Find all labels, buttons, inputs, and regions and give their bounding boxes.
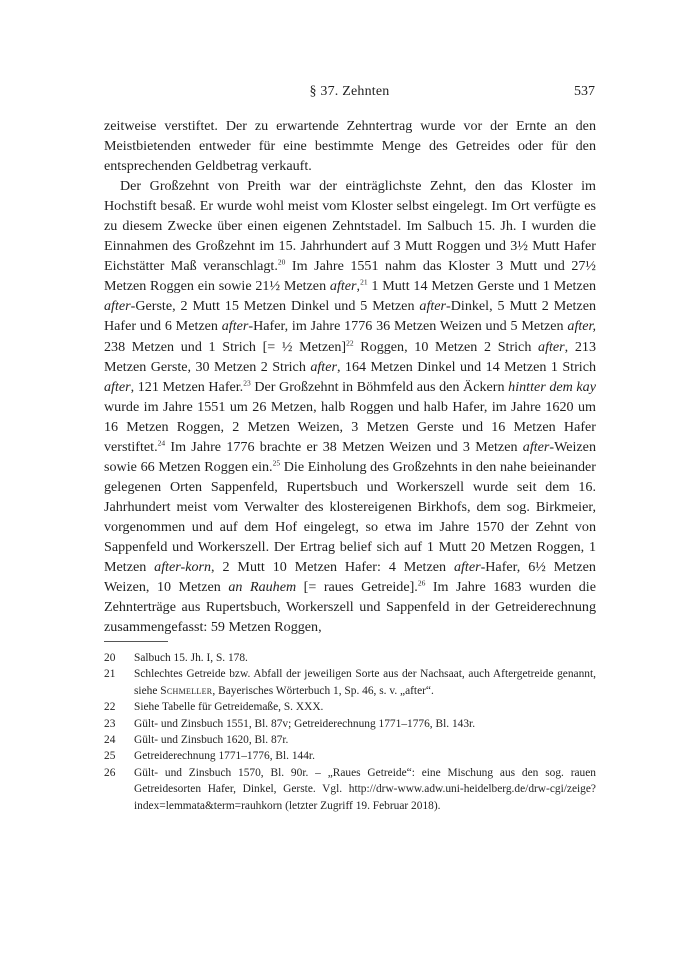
footnote: 24 Gült- und Zinsbuch 1620, Bl. 87r. [104,732,596,748]
footnote: 20 Salbuch 15. Jh. I, S. 178. [104,650,596,666]
footnote-ref: 22 [346,337,354,347]
footnote-ref: 25 [272,458,281,468]
footnote-number: 25 [104,750,116,763]
footnote-ref: 21 [360,277,368,287]
footnote-ref: 20 [277,257,286,267]
running-header [104,84,595,104]
footnote: 21 Schlechtes Getreide bzw. Abfall der jeweiligen Sorte aus der Nachsaat, auch Aftergetreide genannt, siehe Schmeller, Bayerisches Wörterbuch 1, Sp. 46, s. v. „after“. [104,668,596,697]
main-text [104,116,596,637]
paragraph: zeitweise verstiftet. Der zu erwartende Zehntertrag wurde vor der Ernte an den Meistbietenden entweder für eine bestimmte Menge des Getreides oder für den entsprechenden Geldbetrag verkauft. [104,118,596,175]
running-title: § 37. Zehnten [309,84,390,99]
footnotes [104,650,596,814]
footnote-number: 23 [104,717,116,730]
paragraph: Der Großzehnt von Preith war der einträglichste Zehnt, den das Kloster im Hochstift besaß. Er wurde wohl meist vom Kloster selbst eingelegt. Im Ort verfügte es zu diesem Zwecke über einen eigenen Zehntstadel. Im Salbuch 15. Jh. I wurden die Einnahmen des Großzehnt im 15. Jahrhundert auf 3 Mutt Roggen und 3½ Mutt Hafer Eichstätter Maß veranschlagt.$^{20}$ Im Jahre 1551 nahm das Kloster 3 Mutt und 27½ Metzen Roggen ein sowie 21½ Metzen after,$^{21}$ 1 Mutt 14 Metzen Gerste und 1 Metzen after-Gerste, 2 Mutt 15 Metzen Dinkel und 5 Metzen after-Dinkel, 5 Mutt 2 Metzen Hafer und 6 Metzen after-Hafer, im Jahre 1776 36 Metzen Weizen und 5 Metzen after, 238 Metzen und 1 Strich [= ½ Metzen]$^{22}$ Roggen, 10 Metzen 2 Strich after, 213 Metzen Gerste, 30 Metzen 2 Strich after, 164 Metzen Dinkel und 14 Metzen 1 Strich after, 121 Metzen Hafer.$^{23}$ Der Großzehnt in Böhmfeld aus den Äckern hintter dem kay wurde im Jahre 1551 um 26 Metzen, halb Roggen und halb Hafer, im Jahre 1620 um 16 Metzen Roggen, 2 Metzen Weizen, 3 Metzen Gerste und 16 Metzen Hafer verstiftet.$^{24}$ Im Jahre 1776 brachte er 38 Metzen Weizen und 3 Metzen after-Weizen sowie 66 Metzen Roggen ein.$^{25}$ Die Einholung des Großzehnts in den nahe beieinander gelegenen Orten Sappenfeld, Rupertsbuch und Workerszell wurde seit dem 16. Jahrhundert meist vom Verwalter des klostereigenen Birkhofs, dem sog. Birkmeier, vorgenommen und auf dem Hof eingelegt, so etwa im Jahre 1570 der Zehnt von Sappenfeld und Workerszell. Der Ertrag belief sich auf 1 Mutt 20 Metzen Roggen, 1 Metzen after-korn, 2 Mutt 10 Metzen Hafer: 4 Metzen after-Hafer, 6½ Metzen Weizen, 10 Metzen an Rauhem [= raues Getreide].$^{26}$ Im Jahre 1683 wurden die Zehnterträge aus Rupertsbuch, Workerszell und Sappenfeld in der Getreiderechnung zusammengefasst: 59 Metzen Roggen, [104,178,597,636]
footnote: 25 Getreiderechnung 1771–1776, Bl. 144r. [104,748,596,764]
footnote-ref: 24 [157,438,166,448]
footnote-separator [104,641,168,642]
footnote-number: 22 [104,701,116,714]
footnote-number: 20 [104,652,116,664]
footnote: 22 Siehe Tabelle für Getreidemaße, S. XXX. [104,699,596,715]
footnote-ref: 26 [417,578,426,588]
footnote-number: 26 [104,766,116,779]
footnote-ref: 23 [243,377,251,387]
footnote-number: 21 [104,668,116,681]
footnote: 26 Gült- und Zinsbuch 1570, Bl. 90r. – „Raues Getreide“: eine Mischung aus den sog. rauen Getreidesorten Hafer, Dinkel, Gerste. Vgl. http://drw-www.adw.uni-heidelberg.de/drw-cgi/zeige?index=lemmata&term=rauhkorn (letzter Zugriff 19. Februar 2018). [104,766,596,812]
page-number: 537 [574,84,595,99]
footnote-number: 24 [104,734,116,747]
footnote: 23 Gült- und Zinsbuch 1551, Bl. 87v; Getreiderechnung 1771–1776, Bl. 143r. [104,716,596,732]
